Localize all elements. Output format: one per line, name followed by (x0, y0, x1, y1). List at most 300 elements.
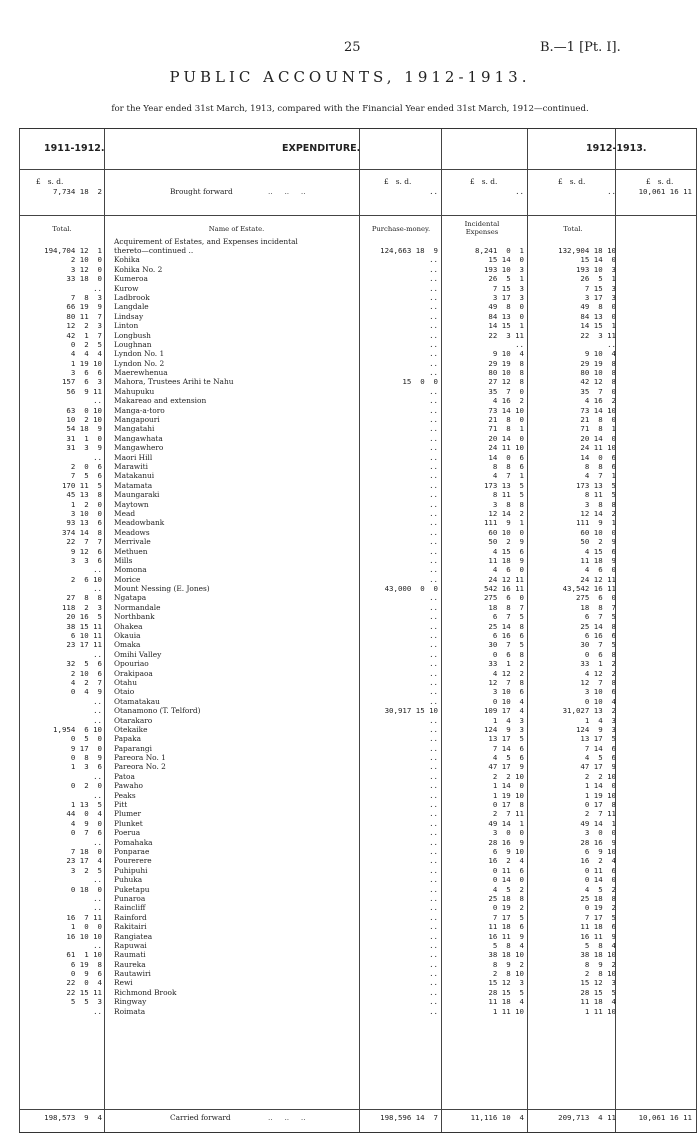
page-number: 25 (344, 40, 361, 55)
estate-name: Otahu (114, 677, 137, 687)
estate-name: Lindsay (114, 311, 144, 321)
prev-year-total: 6 19 8 (70, 959, 102, 969)
table-row (0, 255, 700, 264)
table-row (0, 1007, 700, 1016)
row-total: 14 0 6 (580, 452, 616, 462)
purchase-money: .. (429, 499, 438, 509)
estate-name: Pareora No. 1 (114, 753, 166, 763)
estate-name: Rapuwai (114, 940, 147, 950)
table-row (0, 744, 700, 753)
row-total: 80 10 8 (580, 368, 616, 378)
estate-name: Manga-a-toro (114, 405, 165, 415)
prev-year-total: 3 6 6 (70, 368, 102, 378)
brought-forward-incidental: .. (515, 187, 524, 196)
incidental-expenses: 16 2 4 (488, 856, 524, 866)
row-total: 1 11 10 (584, 1006, 616, 1016)
row-total: 11 18 4 (580, 997, 616, 1007)
estate-name: Northbank (114, 612, 155, 622)
prev-year-total: 1 0 0 (70, 922, 102, 932)
table-row (0, 302, 700, 311)
prev-year-total: 4 2 7 (70, 677, 102, 687)
row-total: 9 10 4 (584, 349, 616, 359)
table-row (0, 622, 700, 631)
incidental-expenses: 25 14 8 (488, 621, 524, 631)
estate-name: Orakipaoa (114, 668, 153, 678)
purchase-money: .. (429, 875, 438, 885)
table-row (0, 894, 700, 903)
table-row (0, 293, 700, 302)
estate-name: Linton (114, 321, 139, 331)
incidental-expenses: 28 16 9 (488, 837, 524, 847)
row-total: 6 7 5 (584, 612, 616, 622)
row-total: 35 7 0 (580, 386, 616, 396)
row-total: 0 14 0 (584, 875, 616, 885)
prev-year-total: 54 18 9 (66, 424, 102, 434)
incidental-expenses: 16 11 9 (488, 931, 524, 941)
table-row (0, 593, 700, 602)
purchase-money: .. (429, 330, 438, 340)
purchase-money: .. (429, 405, 438, 415)
row-total: 25 18 8 (580, 893, 616, 903)
row-total: 16 2 4 (580, 856, 616, 866)
prev-year-total: 2 10 0 (70, 255, 102, 265)
row-total: 84 13 0 (580, 311, 616, 321)
prev-year-total: 0 18 0 (70, 884, 102, 894)
incidental-expenses: 111 9 1 (483, 518, 524, 528)
estate-name: Pomahaka (114, 837, 153, 847)
row-total: 15 12 3 (580, 978, 616, 988)
total-unit-label: £ s. d. (558, 177, 586, 186)
purchase-money: .. (429, 471, 438, 481)
purchase-money: .. (429, 771, 438, 781)
prev-year-total: .. (93, 837, 102, 847)
brought-forward-grand: 10,061 16 11 (638, 187, 692, 196)
estate-name: Mangawhata (114, 433, 163, 443)
curr-year-header: 1912-1913. (586, 143, 647, 154)
incidental-expenses: 38 18 10 (488, 950, 524, 960)
estate-name: Ponparae (114, 847, 150, 856)
incidental-expenses: 4 12 2 (492, 668, 524, 678)
row-total: 4 5 6 (584, 753, 616, 763)
table-row (0, 800, 700, 809)
row-total: 4 5 2 (584, 884, 616, 894)
prev-year-total: 0 4 9 (70, 687, 102, 697)
incidental-expenses: 20 14 0 (488, 433, 524, 443)
purchase-money: .. (429, 865, 438, 875)
row-total: 4 6 0 (584, 565, 616, 575)
prev-year-total: 22 15 11 (66, 987, 102, 997)
prev-year-total: 0 9 6 (70, 969, 102, 979)
prev-year-total: .. (93, 771, 102, 781)
page-title: PUBLIC ACCOUNTS, 1912-1913. (169, 68, 531, 86)
prev-year-total: 118 2 3 (61, 602, 102, 612)
purchase-money: .. (429, 358, 438, 368)
incidental-expenses: 11 18 6 (488, 922, 524, 932)
table-row (0, 772, 700, 781)
prev-year-total: 2 10 6 (70, 668, 102, 678)
purchase-money: .. (429, 922, 438, 932)
estate-name: Opouriao (114, 659, 149, 669)
carried-forward-leaders: .. .. .. (268, 1113, 306, 1122)
table-row (0, 978, 700, 987)
estate-name: Merrivale (114, 537, 151, 547)
purchase-money: .. (429, 255, 438, 265)
incidental-expenses: 7 17 5 (492, 912, 524, 922)
table-row (0, 471, 700, 480)
purchase-money: .. (429, 349, 438, 359)
incidental-col-header: Incidental Expenses (464, 220, 500, 236)
row-total: 8 11 5 (584, 490, 616, 500)
row-total: 3 17 3 (584, 292, 616, 302)
estate-name: Normandale (114, 602, 161, 612)
incidental-expenses: 4 5 2 (492, 884, 524, 894)
incidental-expenses: 7 15 3 (492, 283, 524, 293)
purchase-money: .. (429, 612, 438, 622)
purchase-money: .. (429, 396, 438, 406)
incidental-expenses: 1 11 10 (492, 1006, 524, 1016)
row-total: 6 9 10 (584, 847, 616, 856)
prev-year-total: 44 0 4 (66, 809, 102, 819)
estate-name: Makareao and extension (114, 396, 207, 406)
purchase-money: .. (429, 480, 438, 490)
incidental-expenses: 1 19 10 (492, 790, 524, 800)
prev-year-total: 22 7 7 (66, 537, 102, 547)
table-row (0, 969, 700, 978)
estate-name: Langdale (114, 302, 149, 312)
incidental-expenses: 35 7 0 (488, 386, 524, 396)
estate-name: Kohika No. 2 (114, 264, 163, 274)
purchase-money: .. (429, 847, 438, 856)
purchase-money: .. (429, 264, 438, 274)
purchase-money: .. (429, 734, 438, 744)
purchase-money: .. (429, 527, 438, 537)
incidental-expenses: 6 16 6 (492, 631, 524, 641)
prev-year-total: .. (93, 790, 102, 800)
prev-year-total: 4 4 4 (70, 349, 102, 359)
table-row (0, 340, 700, 349)
prev-year-total: 7 5 6 (70, 471, 102, 481)
purchase-money: .. (429, 659, 438, 669)
prev-year-total: 0 8 9 (70, 753, 102, 763)
table-row (0, 565, 700, 574)
estate-name: Mangapouri (114, 415, 160, 425)
row-total: 1 19 10 (584, 790, 616, 800)
incidental-expenses: 109 17 4 (483, 706, 524, 716)
estate-name: Loughnan (114, 339, 152, 349)
prev-year-total: .. (93, 875, 102, 885)
row-total: 13 17 5 (580, 734, 616, 744)
estate-name: Longbush (114, 330, 151, 340)
table-row (0, 556, 700, 565)
prev-year-total: 3 12 0 (70, 264, 102, 274)
incidental-expenses: 4 15 6 (492, 546, 524, 556)
purchase-money: .. (429, 602, 438, 612)
purchase-money: .. (429, 893, 438, 903)
row-total: 11 18 6 (580, 922, 616, 932)
incidental-expenses: 0 19 2 (492, 903, 524, 913)
row-total: 24 11 10 (580, 443, 616, 453)
table-row (0, 481, 700, 490)
purchase-unit-label: £ s. d. (384, 177, 412, 186)
purchase-money: 30,917 15 10 (384, 706, 438, 716)
incidental-expenses: 0 11 6 (492, 865, 524, 875)
purchase-money: .. (429, 743, 438, 753)
purchase-money: .. (429, 884, 438, 894)
prev-year-total: 3 10 0 (70, 508, 102, 518)
table-row (0, 359, 700, 368)
prev-year-total: .. (93, 893, 102, 903)
incidental-expenses: 0 14 0 (492, 875, 524, 885)
row-total: 0 11 6 (584, 865, 616, 875)
purchase-money: .. (429, 781, 438, 791)
brought-forward-purchase: .. (429, 187, 438, 196)
table-row (0, 631, 700, 640)
row-total: 49 8 0 (580, 302, 616, 312)
table-row (0, 932, 700, 941)
estate-name: Richmond Brook (114, 987, 177, 997)
prev-year-total: 22 0 4 (66, 978, 102, 988)
incidental-expenses: 3 17 3 (492, 292, 524, 302)
table-row (0, 734, 700, 743)
prev-year-total: 31 3 9 (66, 443, 102, 453)
prev-year-total: 1 13 5 (70, 800, 102, 810)
prev-year-total: 23 17 4 (66, 856, 102, 866)
prev-year-total: 61 1 10 (66, 950, 102, 960)
row-total: 2 7 11 (584, 809, 616, 819)
incidental-expenses: 73 14 10 (488, 405, 524, 415)
estate-name: Ladbrook (114, 292, 150, 302)
row-total: 73 14 10 (580, 405, 616, 415)
estate-name: Meadowbank (114, 518, 165, 528)
table-row (0, 434, 700, 443)
table-row (0, 725, 700, 734)
prev-year-total: 45 13 8 (66, 490, 102, 500)
row-total: 1 4 3 (584, 715, 616, 725)
table-row (0, 443, 700, 452)
row-total: 43,542 16 11 (562, 584, 616, 594)
incidental-expenses: 11 18 4 (488, 997, 524, 1007)
carried-forward-label: Carried forward (170, 1113, 231, 1122)
row-total: 25 14 8 (580, 621, 616, 631)
prev-year-total: .. (93, 452, 102, 462)
prev-year-total: 31 1 0 (66, 433, 102, 443)
purchase-money: .. (429, 959, 438, 969)
estate-name: Rangiatea (114, 931, 153, 941)
prev-year-total: 4 9 0 (70, 818, 102, 828)
table-row (0, 377, 700, 386)
purchase-money: .. (429, 537, 438, 547)
estate-name: Otekaike (114, 724, 148, 734)
prev-year-total: 20 16 5 (66, 612, 102, 622)
table-row (0, 415, 700, 424)
estate-name: Mills (114, 555, 133, 565)
prev-year-total: 23 17 11 (66, 640, 102, 650)
row-total: 4 16 2 (584, 396, 616, 406)
row-total: 18 8 7 (580, 602, 616, 612)
row-total: 11 18 9 (580, 555, 616, 565)
row-total: 49 14 1 (580, 818, 616, 828)
table-row (0, 753, 700, 762)
purchase-money: .. (429, 283, 438, 293)
estate-name: Puketapu (114, 884, 150, 894)
purchase-money: .. (429, 555, 438, 565)
incidental-expenses: 28 15 5 (488, 987, 524, 997)
prev-year-total: 3 2 5 (70, 865, 102, 875)
row-total: 3 10 6 (584, 687, 616, 697)
incidental-expenses: 47 17 9 (488, 762, 524, 772)
row-total: 124 9 3 (575, 724, 616, 734)
incidental-expenses: 2 7 11 (492, 809, 524, 819)
prev-year-total: 80 11 7 (66, 311, 102, 321)
prev-year-total: .. (93, 940, 102, 950)
table-row (0, 537, 700, 546)
row-total: 8 8 6 (584, 461, 616, 471)
prev-year-total: 1 2 0 (70, 499, 102, 509)
incidental-expenses: 1 14 0 (492, 781, 524, 791)
purchase-money: .. (429, 433, 438, 443)
row-total: 21 8 0 (580, 415, 616, 425)
incidental-expenses: 26 5 1 (488, 274, 524, 284)
estate-name: Maerewhenua (114, 368, 168, 378)
row-total: 4 12 2 (584, 668, 616, 678)
incidental-expenses: 6 9 10 (492, 847, 524, 856)
carried-forward-purchase: 198,596 14 7 (380, 1113, 438, 1122)
estate-name: Kohika (114, 255, 140, 265)
row-total: 7 17 5 (584, 912, 616, 922)
purchase-money: .. (429, 321, 438, 331)
total-col-header: Total. (52, 225, 72, 233)
row-total: 1 14 0 (584, 781, 616, 791)
prev-year-total: 93 13 6 (66, 518, 102, 528)
purchase-money: .. (429, 546, 438, 556)
table-row (0, 603, 700, 612)
incidental-expenses: 24 11 10 (488, 443, 524, 453)
table-row (0, 706, 700, 715)
incidental-expenses: 275 6 0 (483, 593, 524, 603)
purchase-money: .. (429, 565, 438, 575)
table-row (0, 791, 700, 800)
table-row (0, 856, 700, 865)
incidental-expenses: 24 12 11 (488, 574, 524, 584)
prev-year-total: 27 8 8 (66, 593, 102, 603)
prev-year-total: .. (93, 396, 102, 406)
row-total: 47 17 9 (580, 762, 616, 772)
prev-year-total: 7 8 3 (70, 292, 102, 302)
row-total: 31,027 13 2 (562, 706, 616, 716)
row-total: 42 12 8 (580, 377, 616, 387)
prev-year-total: 9 12 6 (70, 546, 102, 556)
incidental-expenses: 3 8 8 (492, 499, 524, 509)
brought-forward-total: .. (607, 187, 616, 196)
table-row (0, 678, 700, 687)
incidental-expenses: 0 17 8 (492, 800, 524, 810)
estate-col-header: Name of Estate. (208, 225, 265, 233)
prev-year-total: 194,704 12 1 (44, 246, 102, 255)
incidental-expenses: 21 8 0 (488, 415, 524, 425)
purchase-money: .. (429, 461, 438, 471)
incidental-expenses: 124 9 3 (483, 724, 524, 734)
incidental-expenses: 14 0 6 (488, 452, 524, 462)
estate-rows (0, 246, 700, 1016)
prev-year-total: 1 3 6 (70, 762, 102, 772)
table-row (0, 781, 700, 790)
incidental-expenses: 80 10 8 (488, 368, 524, 378)
estate-name: Rewi (114, 978, 133, 988)
table-row (0, 331, 700, 340)
estate-name: Puhipuhi (114, 865, 148, 875)
row-total: 6 16 6 (584, 631, 616, 641)
row-total: 28 16 9 (580, 837, 616, 847)
estate-name: Raureka (114, 959, 146, 969)
purchase-money: .. (429, 762, 438, 772)
table-row (0, 650, 700, 659)
purchase-col-header: Purchase-money. (371, 225, 431, 233)
purchase-money: .. (429, 856, 438, 866)
incidental-expenses: 6 7 5 (492, 612, 524, 622)
estate-name: Raumati (114, 950, 146, 960)
table-row (0, 349, 700, 358)
incidental-expenses: 8 11 5 (492, 490, 524, 500)
row-total: 30 7 5 (580, 640, 616, 650)
incidental-expenses: 3 0 0 (492, 828, 524, 838)
purchase-money: .. (429, 311, 438, 321)
estate-name: thereto—continued .. (114, 246, 194, 255)
incidental-expenses: 60 10 0 (488, 527, 524, 537)
row-total: 26 5 1 (580, 274, 616, 284)
purchase-money: .. (429, 809, 438, 819)
estate-name: Kumeroa (114, 274, 148, 284)
row-total: 12 7 8 (580, 677, 616, 687)
table-row (0, 321, 700, 330)
table-row (0, 716, 700, 725)
estate-name: Maytown (114, 499, 149, 509)
table-row (0, 885, 700, 894)
estate-name: Otanamono (T. Telford) (114, 706, 201, 716)
estate-name: Mahora, Trustees Arihi te Nahu (114, 377, 234, 387)
prev-year-total: 0 5 0 (70, 734, 102, 744)
purchase-money: .. (429, 415, 438, 425)
purchase-money: .. (429, 696, 438, 706)
row-total: 15 14 0 (580, 255, 616, 265)
estate-name: Mangawhero (114, 443, 164, 453)
purchase-money: .. (429, 818, 438, 828)
table-row (0, 762, 700, 771)
table-row (0, 368, 700, 377)
table-row (0, 509, 700, 518)
purchase-money: .. (429, 368, 438, 378)
table-row (0, 659, 700, 668)
estate-name: Otamatakau (114, 696, 160, 706)
row-total: 14 15 1 (580, 321, 616, 331)
prev-year-total: 5 5 3 (70, 997, 102, 1007)
estate-name: Plumer (114, 809, 142, 819)
incidental-expenses: 2 2 10 (492, 771, 524, 781)
purchase-money: 43,000 0 0 (384, 584, 438, 594)
prev-year-total: 66 19 9 (66, 302, 102, 312)
estate-name: Plunket (114, 818, 143, 828)
incidental-expenses: 71 8 1 (488, 424, 524, 434)
purchase-money: .. (429, 724, 438, 734)
row-total: 7 15 3 (584, 283, 616, 293)
carried-forward-incidental: 11,116 10 4 (470, 1113, 524, 1122)
row-total: 173 13 5 (575, 480, 616, 490)
incidental-expenses: 3 10 6 (492, 687, 524, 697)
estate-name: Okauia (114, 631, 141, 641)
incidental-expenses: 4 6 0 (492, 565, 524, 575)
incidental-expenses: 1 4 3 (492, 715, 524, 725)
estate-name: Otaio (114, 687, 135, 697)
purchase-money: .. (429, 987, 438, 997)
